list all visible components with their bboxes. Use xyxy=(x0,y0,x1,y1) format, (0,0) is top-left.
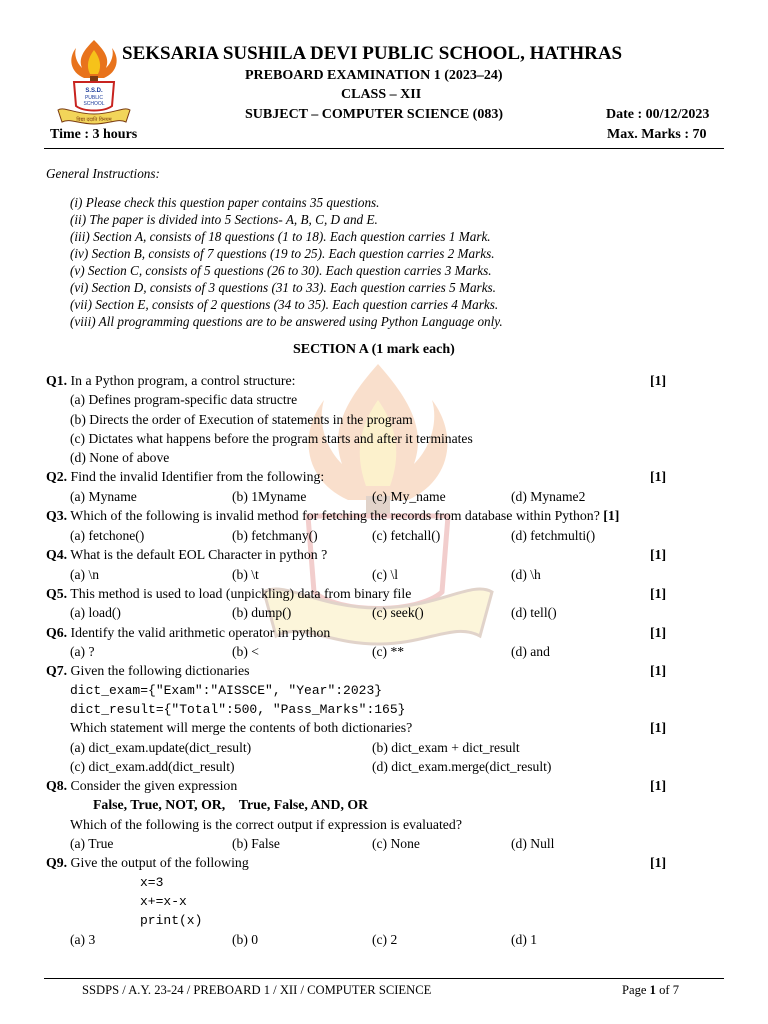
option-a: (a) True xyxy=(70,836,114,851)
exam-time: Time : 3 hours xyxy=(50,127,138,142)
question-marks: [1] xyxy=(650,625,667,640)
page-number: 1 xyxy=(649,983,656,997)
question-text: What is the default EOL Character in python ? xyxy=(70,547,328,562)
code-line: dict_exam={"Exam":"AISSCE", "Year":2023} xyxy=(70,683,383,698)
question-subtext: Which of the following is the correct output if expression is evaluated? xyxy=(70,817,462,832)
logo-line-2: PUBLIC xyxy=(84,95,104,101)
question-text: Consider the given expression xyxy=(70,778,238,793)
option-a: (a) load() xyxy=(70,605,121,620)
option-c: (c) Dictates what happens before the program starts and after it terminates xyxy=(70,431,473,446)
question-q8 xyxy=(46,778,237,794)
option-c: (c) My_name xyxy=(372,489,446,504)
instructions-title: General Instructions: xyxy=(46,166,160,181)
exam-date: Date : 00/12/2023 xyxy=(606,107,710,122)
question-q6 xyxy=(46,625,330,641)
question-q7 xyxy=(46,663,249,679)
question-text: Find the invalid Identifier from the following: xyxy=(70,469,325,484)
option-d: (d) fetchmulti() xyxy=(511,528,596,543)
question-subtext: Which statement will merge the contents of both dictionaries? xyxy=(70,720,413,735)
expression: False, True, NOT, OR, True, False, AND, OR xyxy=(93,797,369,812)
question-marks: [1] xyxy=(650,547,667,562)
option-c: (c) dict_exam.add(dict_result) xyxy=(70,759,235,774)
max-marks: Max. Marks : 70 xyxy=(607,127,707,142)
question-number: Q2. xyxy=(46,469,68,484)
logo-line-1: S.S.D. xyxy=(85,88,103,94)
option-a: (a) Defines program-specific data structre xyxy=(70,392,298,407)
option-d: (d) tell() xyxy=(511,605,557,620)
instruction-item: (ii) The paper is divided into 5 Sections- A, B, C, D and E. xyxy=(70,212,378,227)
question-text: Give the output of the following xyxy=(70,855,249,870)
option-b: (b) Directs the order of Execution of statements in the program xyxy=(70,412,413,427)
option-b: (b) False xyxy=(232,836,280,851)
option-b: (b) dump() xyxy=(232,605,292,620)
page-indicator xyxy=(622,983,679,998)
option-a: (a) \n xyxy=(70,567,100,582)
option-b: (b) 1Myname xyxy=(232,489,307,504)
question-number: Q6. xyxy=(46,625,68,640)
instruction-item: (iv) Section B, consists of 7 questions (19 to 25). Each question carries 2 Marks. xyxy=(70,246,495,261)
subject-label: SUBJECT – COMPUTER SCIENCE (083) xyxy=(245,107,503,122)
school-name: SEKSARIA SUSHILA DEVI PUBLIC SCHOOL, HATHRAS xyxy=(122,43,623,64)
code-line: x=3 xyxy=(140,875,164,890)
page-prefix: Page xyxy=(622,983,650,997)
logo-motto: विद्या ददाति विनयम् xyxy=(76,117,112,123)
question-q3 xyxy=(46,508,619,524)
question-q4 xyxy=(46,547,327,563)
question-text: Identify the valid arithmetic operator in python xyxy=(70,625,331,640)
instruction-item: (v) Section C, consists of 5 questions (26 to 30). Each question carries 3 Marks. xyxy=(70,263,492,278)
option-d: (d) dict_exam.merge(dict_result) xyxy=(372,759,552,774)
option-c: (c) fetchall() xyxy=(372,528,441,543)
question-q1 xyxy=(46,373,295,389)
option-b: (b) 0 xyxy=(232,932,259,947)
question-number: Q9. xyxy=(46,855,68,870)
question-marks: [1] xyxy=(603,508,620,523)
page-suffix: of 7 xyxy=(655,983,680,997)
question-text: This method is used to load (unpickling) data from binary file xyxy=(70,586,412,601)
option-a: (a) Myname xyxy=(70,489,137,504)
question-text: Which of the following is invalid method for fetching the records from database within Python? xyxy=(70,508,600,523)
question-q2 xyxy=(46,469,324,485)
option-d: (d) and xyxy=(511,644,550,659)
option-d: (d) None of above xyxy=(70,450,170,465)
option-b: (b) dict_exam + dict_result xyxy=(372,740,520,755)
exam-title: PREBOARD EXAMINATION 1 (2023–24) xyxy=(245,68,503,83)
option-c: (c) 2 xyxy=(372,932,398,947)
option-c: (c) ** xyxy=(372,644,405,659)
footer-text: SSDPS / A.Y. 23-24 / PREBOARD 1 / XII / COMPUTER SCIENCE xyxy=(82,983,432,997)
question-marks: [1] xyxy=(650,720,667,735)
option-d: (d) 1 xyxy=(511,932,538,947)
option-b: (b) \t xyxy=(232,567,259,582)
question-text: In a Python program, a control structure: xyxy=(70,373,296,388)
section-title: SECTION A (1 mark each) xyxy=(293,342,455,357)
option-c: (c) seek() xyxy=(372,605,424,620)
option-a: (a) dict_exam.update(dict_result) xyxy=(70,740,252,755)
option-d: (d) Null xyxy=(511,836,555,851)
option-d: (d) Myname2 xyxy=(511,489,586,504)
question-text: Given the following dictionaries xyxy=(70,663,250,678)
option-a: (a) fetchone() xyxy=(70,528,145,543)
question-number: Q3. xyxy=(46,508,68,523)
instruction-item: (vii) Section E, consists of 2 questions (34 to 35). Each question carries 4 Marks. xyxy=(70,297,499,312)
question-marks: [1] xyxy=(650,469,667,484)
code-line: x+=x-x xyxy=(140,894,187,909)
question-marks: [1] xyxy=(650,373,667,388)
question-marks: [1] xyxy=(650,586,667,601)
footer-rule xyxy=(44,978,724,979)
question-marks: [1] xyxy=(650,663,667,678)
question-marks: [1] xyxy=(650,855,667,870)
question-q9 xyxy=(46,855,249,871)
instruction-item: (i) Please check this question paper contains 35 questions. xyxy=(70,195,380,210)
option-a: (a) 3 xyxy=(70,932,96,947)
option-b: (b) < xyxy=(232,644,259,659)
question-number: Q8. xyxy=(46,778,68,793)
instruction-item: (vi) Section D, consists of 3 questions (31 to 33). Each question carries 5 Marks. xyxy=(70,280,496,295)
logo-line-3: SCHOOL xyxy=(83,101,105,107)
option-c: (c) None xyxy=(372,836,420,851)
option-b: (b) fetchmany() xyxy=(232,528,318,543)
instruction-item: (iii) Section A, consists of 18 questions (1 to 18). Each question carries 1 Mark. xyxy=(70,229,491,244)
class-label: CLASS – XII xyxy=(341,87,422,102)
question-marks: [1] xyxy=(650,778,667,793)
code-line: print(x) xyxy=(140,913,203,928)
option-a: (a) ? xyxy=(70,644,95,659)
question-number: Q4. xyxy=(46,547,68,562)
header-rule xyxy=(44,148,724,149)
question-number: Q5. xyxy=(46,586,68,601)
option-c: (c) \l xyxy=(372,567,399,582)
question-q5 xyxy=(46,586,411,602)
question-number: Q1. xyxy=(46,373,68,388)
question-number: Q7. xyxy=(46,663,68,678)
option-d: (d) \h xyxy=(511,567,541,582)
instruction-item: (viii) All programming questions are to be answered using Python Language only. xyxy=(70,314,503,329)
code-line: dict_result={"Total":500, "Pass_Marks":165} xyxy=(70,702,406,717)
